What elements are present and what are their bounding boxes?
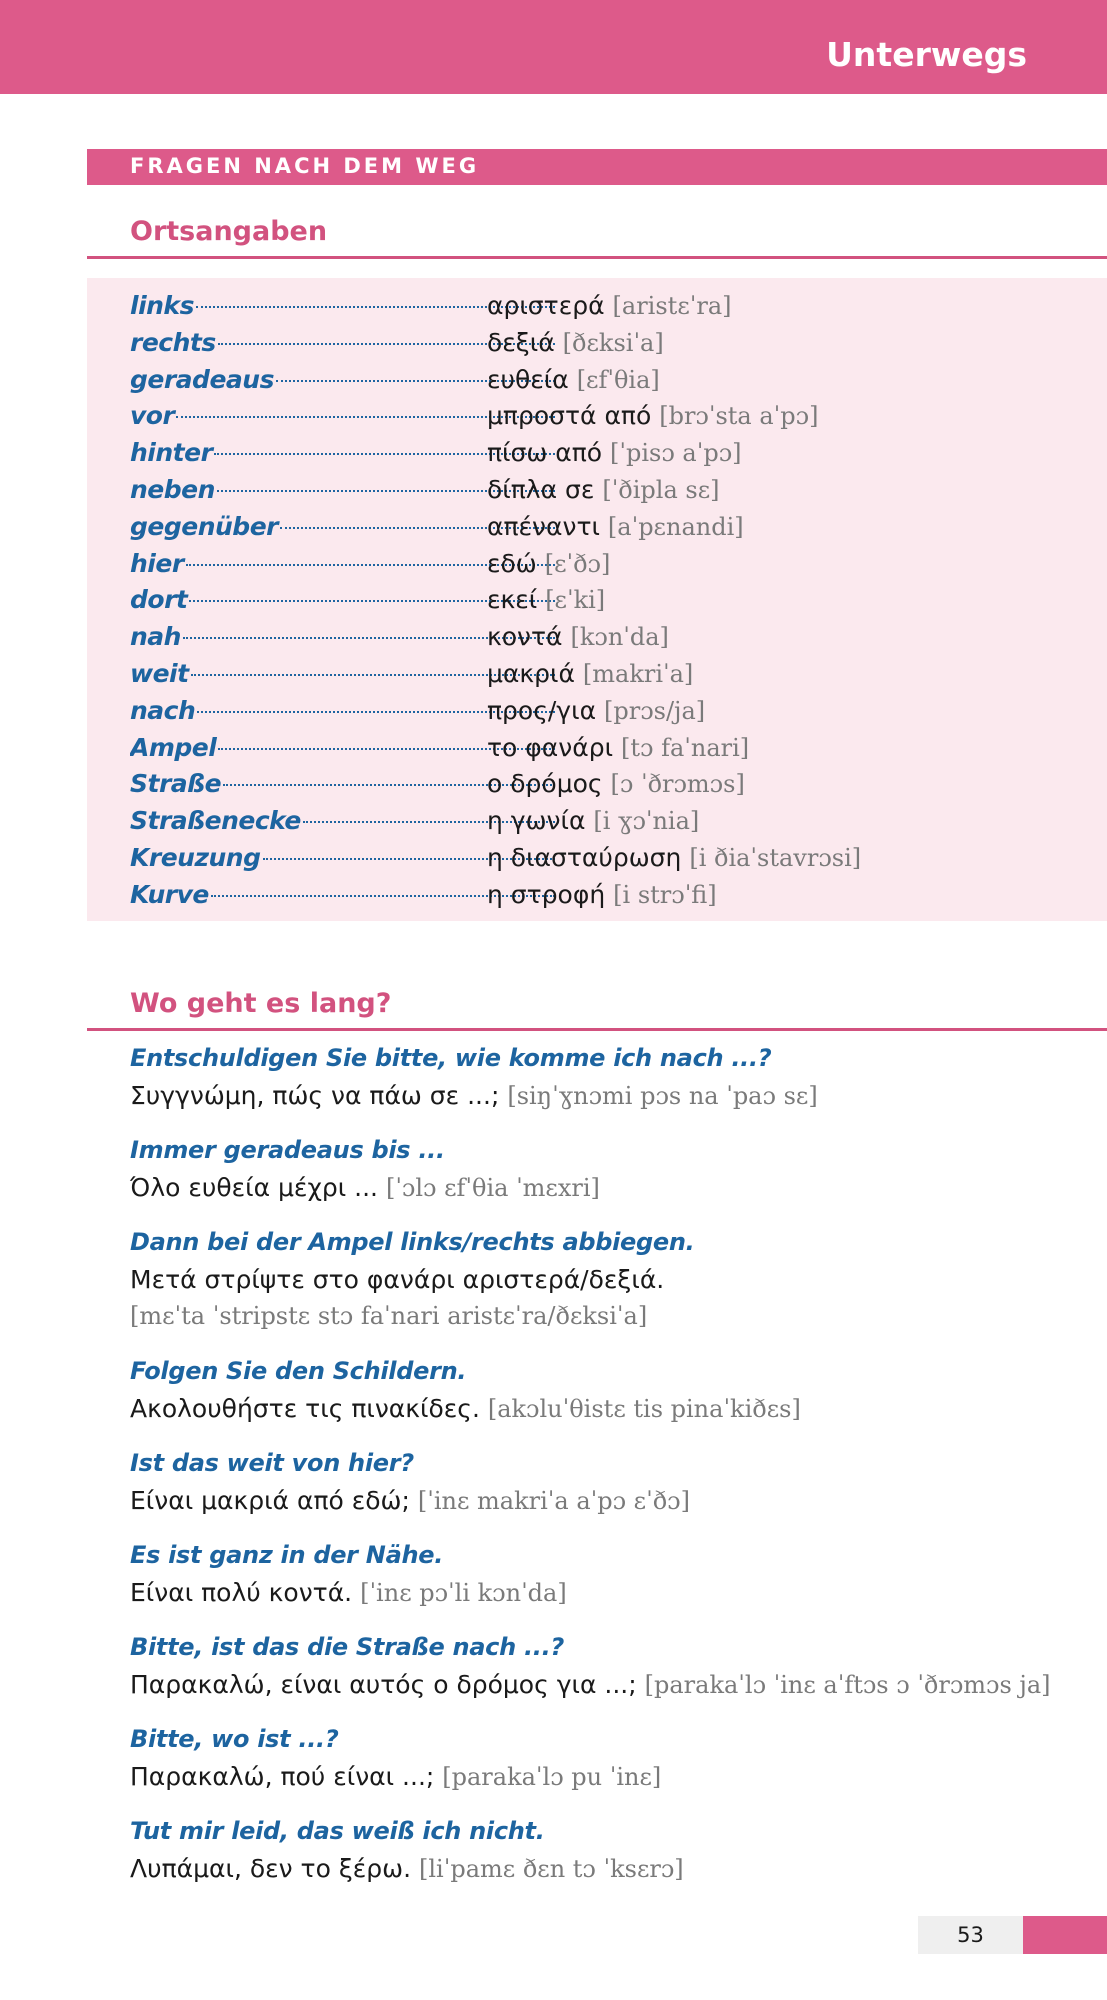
- phrase-greek: Ακολουθήστε τις πινακίδες.: [130, 1394, 480, 1423]
- vocab-row: [87, 434, 1107, 471]
- phrase-ipa: [ˈɔlɔ ɛfˈθia ˈmɛxri]: [385, 1174, 600, 1202]
- section-bar: [87, 149, 1107, 185]
- vocab-greek-cell: [487, 397, 818, 434]
- vocab-greek-cell: [487, 324, 664, 361]
- vocab-greek: δίπλα σε: [487, 475, 595, 504]
- vocab-german: hinter: [130, 438, 213, 468]
- phrase-item: [130, 1721, 1090, 1796]
- vocab-german: hier: [130, 548, 184, 578]
- vocab-ipa: [i ɣɔˈnia]: [593, 807, 700, 836]
- vocab-ipa: [brɔˈsta aˈpɔ]: [659, 402, 819, 431]
- vocab-ipa: [ɔ ˈðrɔmɔs]: [610, 770, 745, 799]
- vocab-row: [87, 581, 1107, 618]
- vocab-german: Kreuzung: [130, 843, 261, 872]
- vocab-greek: μακριά: [487, 659, 575, 688]
- vocab-german: weit: [130, 659, 189, 688]
- vocab-greek-cell: [487, 729, 749, 766]
- vocab-german: vor: [130, 401, 175, 431]
- vocab-row: [87, 839, 1107, 876]
- vocab-greek: αριστερά: [487, 291, 605, 320]
- vocab-german: Kurve: [130, 879, 209, 909]
- header-bar: [0, 0, 1107, 94]
- phrase-greek: Είναι μακριά από εδώ;: [130, 1486, 410, 1515]
- phrase-item: [130, 1629, 1090, 1704]
- vocab-greek-cell: [487, 765, 745, 802]
- vocab-ipa: [i ðiaˈstavrɔsi]: [689, 844, 862, 872]
- phrase-greek-line: [130, 1390, 1090, 1428]
- phrase-greek-line: [130, 1574, 1090, 1612]
- phrase-german: Es ist ganz in der Nähe.: [130, 1541, 444, 1569]
- phrase-item: [130, 1813, 1090, 1888]
- phrase-item: [130, 1132, 1090, 1207]
- phrase-german: Folgen Sie den Schildern.: [130, 1357, 467, 1385]
- vocab-greek-cell: [487, 839, 861, 876]
- phrase-greek-line: [130, 1169, 1090, 1207]
- vocab-ipa: [tɔ faˈnari]: [621, 733, 750, 762]
- phrase-ipa: [mɛˈta ˈstripstɛ stɔ faˈnari aristɛˈra/ðɛksiˈa]: [130, 1302, 648, 1330]
- vocab-greek-cell: [487, 361, 660, 398]
- vocab-greek: κοντά: [487, 622, 563, 652]
- phrase-item: [130, 1445, 1090, 1520]
- phrase-greek-line: [130, 1482, 1090, 1520]
- vocab-row: [87, 361, 1107, 398]
- phrase-greek: Παρακαλώ, είναι αυτός ο δρόμος για ...;: [130, 1670, 637, 1699]
- vocab-greek-cell: [487, 471, 720, 508]
- vocab-row: [87, 802, 1107, 839]
- vocab-german: neben: [130, 475, 215, 504]
- phrase-german: Dann bei der Ampel links/rechts abbiegen.: [130, 1228, 695, 1256]
- vocab-row: [87, 397, 1107, 434]
- phrase-ipa: [ˈinɛ makriˈa aˈpɔ ɛˈðɔ]: [417, 1487, 690, 1515]
- vocab-row: [87, 876, 1107, 913]
- vocab-row: [87, 471, 1107, 508]
- section-title: FRAGEN NACH DEM WEG: [130, 154, 480, 178]
- vocab-greek: προς/για: [487, 695, 597, 725]
- phrase-greek-line: [130, 1758, 1090, 1796]
- phrase-ipa: [liˈpamɛ ðɛn tɔ ˈksɛrɔ]: [419, 1855, 684, 1883]
- vocab-greek-cell: [487, 618, 669, 655]
- vocab-row: [87, 655, 1107, 692]
- vocab-greek: μπροστά από: [487, 401, 652, 431]
- phrase-greek: Λυπάμαι, δεν το ξέρω.: [130, 1854, 412, 1883]
- vocab-greek-cell: [487, 802, 699, 839]
- vocab-greek: δεξιά: [487, 327, 555, 357]
- phrase-ipa: [parakaˈlɔ pu ˈinɛ]: [442, 1763, 662, 1791]
- phrase-ipa: [siŋˈɣnɔmi pɔs na ˈpaɔ sɛ]: [507, 1082, 818, 1110]
- phrase-greek: Παρακαλώ, πού είναι ...;: [130, 1762, 435, 1791]
- vocab-greek-cell: [487, 287, 732, 324]
- vocab-row: [87, 692, 1107, 729]
- vocab-ipa: [aristɛˈra]: [612, 292, 732, 320]
- vocab-ipa: [ˈðipla sɛ]: [602, 476, 720, 504]
- chapter-title: Unterwegs: [826, 35, 1027, 74]
- vocab-greek-cell: [487, 692, 705, 729]
- ortsangaben-heading: Ortsangaben: [130, 216, 328, 247]
- vocab-greek: εκεί: [487, 585, 538, 615]
- vocabulary-box: [87, 278, 1107, 921]
- phrase-item: [130, 1040, 1090, 1115]
- vocab-greek: πίσω από: [487, 438, 603, 468]
- vocab-row: [87, 508, 1107, 545]
- vocab-german: gegenüber: [130, 511, 278, 541]
- phrase-german: Ist das weit von hier?: [130, 1449, 414, 1477]
- vocab-greek: το φανάρι: [487, 732, 614, 762]
- vocab-row: [87, 545, 1107, 582]
- vocab-row: [87, 729, 1107, 766]
- phrase-greek: Μετά στρίψτε στο φανάρι αριστερά/δεξιά.: [130, 1265, 665, 1294]
- wo-geht-rule: [87, 1028, 1107, 1031]
- phrase-german: Tut mir leid, das weiß ich nicht.: [130, 1817, 545, 1845]
- phrase-greek: Όλο ευθεία μέχρι ...: [130, 1173, 378, 1202]
- vocab-greek: ευθεία: [487, 364, 569, 394]
- phrase-greek-line: [130, 1850, 1090, 1888]
- vocab-ipa: [kɔnˈda]: [570, 623, 669, 652]
- phrase-greek-line: [130, 1077, 1090, 1115]
- vocab-greek-cell: [487, 655, 693, 692]
- vocab-greek: ο δρόμος: [487, 769, 603, 799]
- vocab-greek-cell: [487, 876, 717, 913]
- vocab-greek-cell: [487, 508, 744, 545]
- wo-geht-heading: Wo geht es lang?: [130, 988, 392, 1019]
- vocab-ipa: [ɛˈki]: [545, 586, 606, 615]
- vocab-ipa: [ɛfˈθia]: [576, 365, 660, 394]
- phrase-item: [130, 1537, 1090, 1612]
- phrase-item: [130, 1353, 1090, 1428]
- phrase-greek: Είναι πολύ κοντά.: [130, 1578, 353, 1607]
- vocab-german: Ampel: [130, 732, 217, 762]
- phrase-german: Entschuldigen Sie bitte, wie komme ich nach ...?: [130, 1044, 772, 1072]
- vocab-greek-cell: [487, 434, 742, 471]
- vocab-german: geradeaus: [130, 364, 274, 394]
- phrase-ipa: [akɔluˈθistɛ tis pinaˈkiðɛs]: [487, 1395, 801, 1423]
- vocab-ipa: [aˈpɛnandi]: [607, 512, 744, 541]
- vocab-greek-cell: [487, 581, 605, 618]
- phrase-item: [130, 1224, 1090, 1335]
- vocab-row: [87, 618, 1107, 655]
- vocab-ipa: [i strɔˈfi]: [613, 880, 717, 909]
- vocab-greek: η γωνία: [487, 806, 586, 836]
- vocab-german: Straße: [130, 769, 222, 799]
- phrase-greek-line: [130, 1666, 1090, 1704]
- vocab-greek: απέναντι: [487, 511, 600, 541]
- vocab-ipa: [ðɛksiˈa]: [562, 328, 664, 357]
- vocab-german: nah: [130, 622, 181, 652]
- vocab-greek: η στροφή: [487, 879, 606, 909]
- vocab-ipa: [ˈpisɔ aˈpɔ]: [610, 439, 742, 468]
- vocab-greek: εδώ: [487, 548, 537, 578]
- vocab-ipa: [makriˈa]: [582, 660, 694, 688]
- vocab-ipa: [prɔs/ja]: [604, 696, 706, 725]
- vocab-german: dort: [130, 585, 188, 615]
- vocab-german: rechts: [130, 327, 216, 357]
- vocab-german: Straßenecke: [130, 806, 301, 836]
- ortsangaben-rule: [87, 256, 1107, 259]
- phrase-german: Bitte, wo ist ...?: [130, 1725, 339, 1753]
- vocab-greek-cell: [487, 545, 610, 582]
- phrase-ipa: [ˈinɛ pɔˈli kɔnˈda]: [360, 1579, 567, 1607]
- page-number-accent: [1023, 1916, 1107, 1954]
- vocab-row: [87, 324, 1107, 361]
- vocab-row: [87, 765, 1107, 802]
- vocab-greek: η διασταύρωση: [487, 843, 682, 872]
- phrase-german: Immer geradeaus bis ...: [130, 1136, 445, 1164]
- phrase-german: Bitte, ist das die Straße nach ...?: [130, 1633, 565, 1661]
- vocab-german: links: [130, 291, 194, 320]
- phrase-ipa: [parakaˈlɔ ˈinɛ aˈftɔs ɔ ˈðrɔmɔs ja]: [644, 1671, 1051, 1699]
- vocab-row: [87, 287, 1107, 324]
- page-number: 53: [957, 1923, 984, 1947]
- phrase-greek: Συγγνώμη, πώς να πάω σε ...;: [130, 1081, 500, 1110]
- vocab-german: nach: [130, 695, 196, 725]
- page-number-box: [918, 1916, 1023, 1954]
- vocab-ipa: [ɛˈðɔ]: [544, 549, 611, 578]
